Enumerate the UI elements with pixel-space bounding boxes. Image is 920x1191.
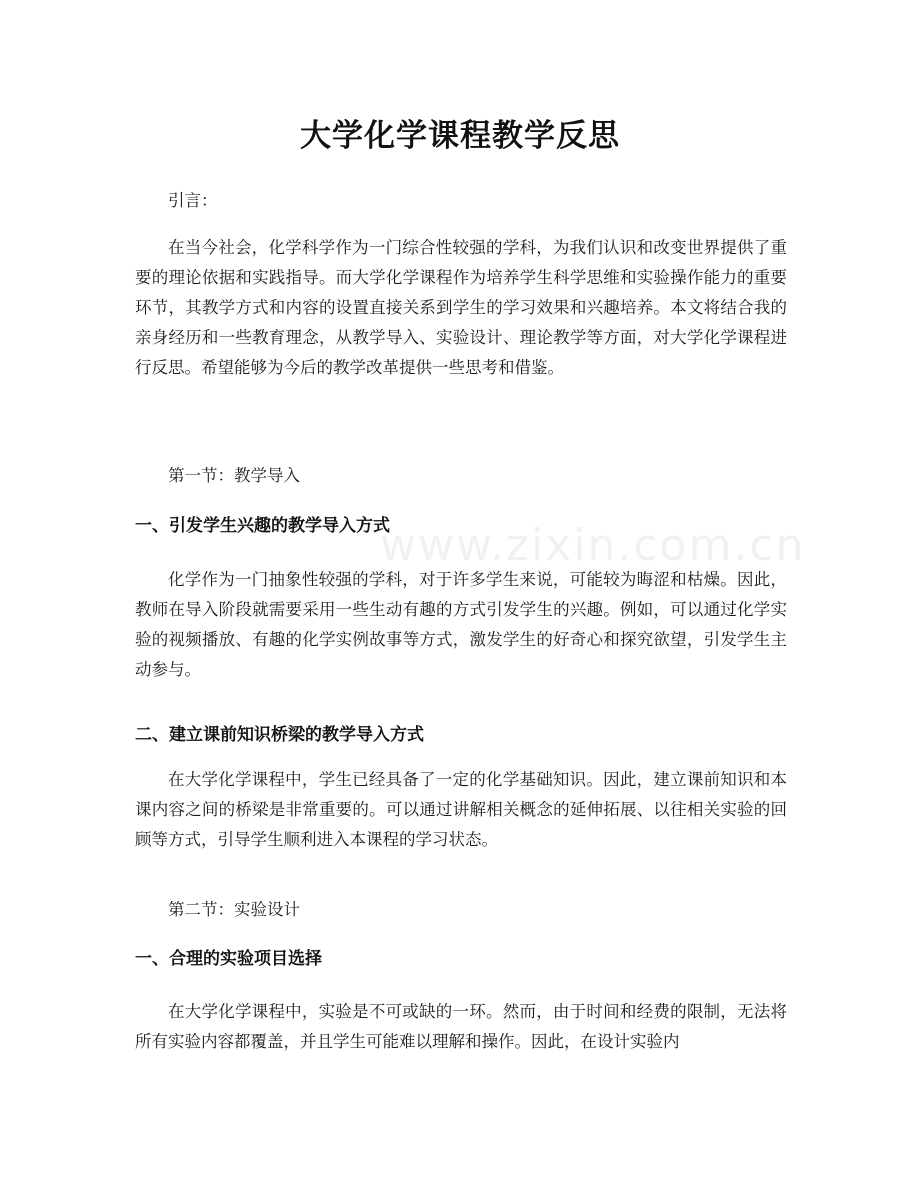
- intro-label: 引言：: [168, 191, 218, 210]
- section1-heading-1: 一、引发学生兴趣的教学导入方式: [135, 516, 390, 536]
- section1-paragraph-2: 在大学化学课程中，学生已经具备了一定的化学基础知识。因此，建立课前知识和本课内容之间的桥梁是非常重要的。可以通过讲解相关概念的延伸拓展、以往相关实验的回顾等方式，引导学生顺利进入本课程的学习状态。: [135, 770, 787, 849]
- section1-paragraph-1: 化学作为一门抽象性较强的学科，对于许多学生来说，可能较为晦涩和枯燥。因此，教师在导入阶段就需要采用一些生动有趣的方式引发学生的兴趣。例如，可以通过化学实验的视频播放、有趣的化学实例故事等方式，激发学生的好奇心和探究欲望，引发学生主动参与。: [135, 570, 787, 679]
- section2-paragraph-1: 在大学化学课程中，实验是不可或缺的一环。然而，由于时间和经费的限制，无法将所有实验内容都覆盖，并且学生可能难以理解和操作。因此，在设计实验内: [135, 1002, 787, 1051]
- section2-label: 第二节：实验设计: [168, 900, 300, 919]
- section2-heading-1: 一、合理的实验项目选择: [135, 949, 322, 969]
- section1-heading-2: 二、建立课前知识桥梁的教学导入方式: [135, 725, 424, 745]
- document-title: 大学化学课程教学反思: [300, 118, 620, 154]
- intro-paragraph: 在当今社会，化学科学作为一门综合性较强的学科，为我们认识和改变世界提供了重要的理论依据和实践指导。而大学化学课程作为培养学生科学思维和实验操作能力的重要环节，其教学方式和内容的设置直接关系到学生的学习效果和兴趣培养。本文将结合我的亲身经历和一些教育理念，从教学导入、实验设计、理论教学等方面，对大学化学课程进行反思。希望能够为今后的教学改革提供一些思考和借鉴。: [135, 238, 787, 377]
- section1-label: 第一节：教学导入: [168, 466, 300, 485]
- watermark: www.zixin.com.cn: [380, 520, 806, 571]
